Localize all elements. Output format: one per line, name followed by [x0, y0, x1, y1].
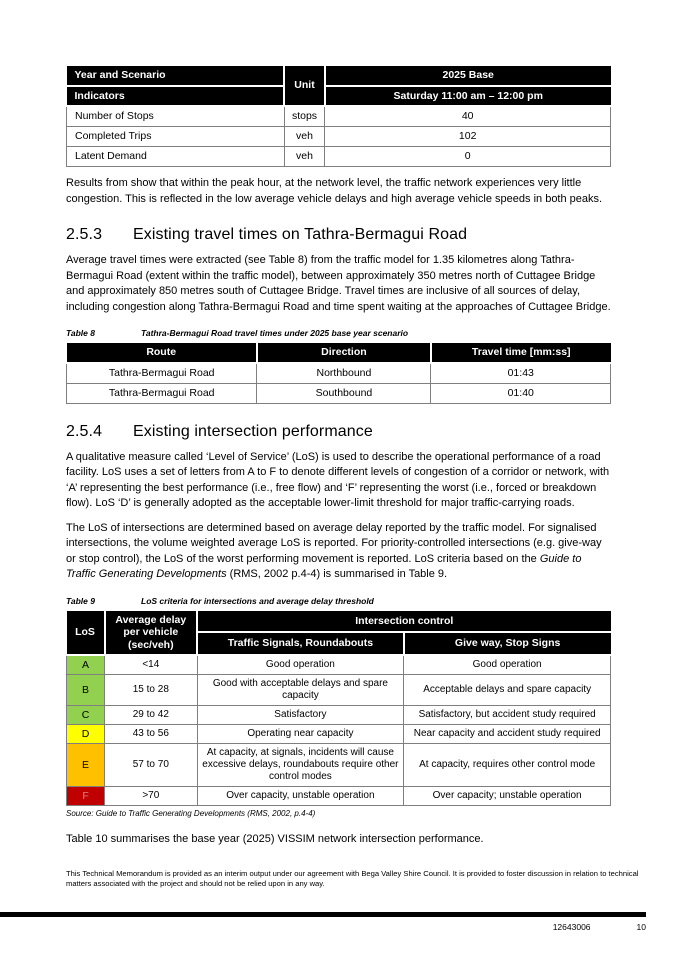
table8-caption	[66, 328, 611, 338]
guide-title-italic: Guide to Traffic Generating Developments	[66, 552, 582, 580]
cell-signals: Satisfactory	[197, 706, 404, 725]
header-unit: Unit	[284, 66, 325, 106]
paragraph-table10: Table 10 summarises the base year (2025) VISSIM network intersection performance.	[66, 833, 484, 845]
los-grade-cell: A	[67, 655, 105, 675]
table-row	[67, 383, 611, 403]
cell-delay: 29 to 42	[105, 706, 197, 725]
table-row	[67, 363, 611, 384]
cell-delay: <14	[105, 655, 197, 675]
page-content	[66, 66, 611, 848]
section-number: 2.5.3	[66, 226, 103, 243]
paragraph-text: (RMS, 2002 p.4-4) is summarised in Table 9.	[226, 568, 448, 580]
header-direction: Direction	[257, 343, 431, 363]
section-heading-253	[66, 226, 611, 244]
cell-time: 01:43	[431, 363, 611, 384]
cell-route: Tathra-Bermagui Road	[67, 363, 257, 384]
cell-giveway: Near capacity and accident study required	[404, 725, 611, 744]
caption-label: Table 9	[66, 595, 95, 606]
cell-giveway: Acceptable delays and spare capacity	[404, 675, 611, 706]
cell-signals: Good with acceptable delays and spare capacity	[197, 675, 404, 706]
table-header-row	[67, 343, 611, 363]
cell-signals: Good operation	[197, 655, 404, 675]
cell-delay: 15 to 28	[105, 675, 197, 706]
paragraph-los-definition: A qualitative measure called ‘Level of Service’ (LoS) is used to describe the operational performance of a road facility. LoS uses a set of letters from A to F to denote different levels of congestion of a corridor or network, with ‘A’ representing the best performance (i.e., free flow) and ‘F’ representing the worst (i.e., forced or breakdown flow). LoS ‘D’ is generally adopted as the acceptable lower-limit threshold for major traffic-carrying roads.	[66, 450, 610, 509]
cell-direction: Southbound	[257, 383, 431, 403]
caption-text: Tathra-Bermagui Road travel times under 2025 base year scenario	[141, 328, 409, 338]
table9-caption	[66, 596, 611, 606]
cell-unit: stops	[284, 106, 325, 127]
cell-giveway: Good operation	[404, 655, 611, 675]
table-row	[67, 106, 611, 127]
cell-indicator: Number of Stops	[67, 106, 285, 127]
cell-signals: Operating near capacity	[197, 725, 404, 744]
table-header-row	[67, 86, 611, 107]
header-year-scenario: Year and Scenario	[67, 66, 285, 86]
document-number: 12643006	[552, 922, 591, 932]
cell-giveway: At capacity, requires other control mode	[404, 744, 611, 787]
table-header-row	[67, 611, 611, 633]
header-period: Saturday 11:00 am – 12:00 pm	[325, 86, 611, 107]
table-row-los-a	[67, 655, 611, 675]
cell-delay: 57 to 70	[105, 744, 197, 787]
cell-route: Tathra-Bermagui Road	[67, 383, 257, 403]
cell-delay: 43 to 56	[105, 725, 197, 744]
cell-time: 01:40	[431, 383, 611, 403]
table-row-los-e	[67, 744, 611, 787]
header-route: Route	[67, 343, 257, 363]
los-grade-cell: B	[67, 675, 105, 706]
cell-value: 40	[325, 106, 611, 127]
header-scenario: 2025 Base	[325, 66, 611, 86]
table-row	[67, 127, 611, 147]
cell-indicator: Completed Trips	[67, 127, 285, 147]
cell-value: 0	[325, 147, 611, 167]
cell-unit: veh	[284, 147, 325, 167]
section-title: Existing travel times on Tathra-Bermagui Road	[133, 226, 468, 243]
page-footer	[0, 922, 646, 932]
paragraph-travel-times: Average travel times were extracted (see Table 8) from the traffic model for 1.35 kilometres along Tathra-Bermagui Road (extent within the traffic model), between approximately 350 metres north of Cuttagee Bridge and approximately 850 metres south of Cuttagee Bridge. Travel times are inclusive of all sources of delay, including congestion along Tathra-Bermagui Road and time spent waiting at the approaches of Cuttagee Bridge.	[66, 254, 611, 313]
header-los: LoS	[67, 611, 105, 656]
table-row	[67, 147, 611, 167]
network-performance-table	[66, 66, 611, 167]
table-row-los-b	[67, 675, 611, 706]
header-indicators: Indicators	[67, 86, 285, 107]
paragraph-text: The LoS of intersections are determined based on average delay reported by the traffic model. For signalised intersections, the volume weighted average LoS is reported. For priority-controlled intersections (e.g. give-way or stop control), the LoS of the worst performing movement is reported. LoS criteria based on the	[66, 521, 602, 565]
header-intersection-control: Intersection control	[197, 611, 610, 633]
page-number: 10	[636, 922, 646, 932]
los-grade-cell: F	[67, 787, 105, 806]
cell-indicator: Latent Demand	[67, 147, 285, 167]
cell-unit: veh	[284, 127, 325, 147]
los-grade-cell: C	[67, 706, 105, 725]
cell-delay: >70	[105, 787, 197, 806]
table-row-los-c	[67, 706, 611, 725]
section-heading-254	[66, 423, 611, 441]
los-criteria-table	[66, 611, 611, 807]
travel-time-table	[66, 343, 611, 404]
caption-label: Table 8	[66, 328, 95, 338]
cell-value: 102	[325, 127, 611, 147]
section-title: Existing intersection performance	[133, 422, 373, 440]
paragraph-results: Results from show that within the peak hour, at the network level, the traffic network experiences very little congestion. This is reflected in the low average vehicle delays and high average vehicle speeds in both peaks.	[66, 177, 603, 205]
header-travel-time: Travel time [mm:ss]	[431, 343, 611, 363]
cell-giveway: Over capacity; unstable operation	[404, 787, 611, 806]
cell-giveway: Satisfactory, but accident study required	[404, 706, 611, 725]
paragraph-los-criteria	[66, 521, 611, 583]
cell-signals: Over capacity, unstable operation	[197, 787, 404, 806]
cell-signals: At capacity, at signals, incidents will cause excessive delays, roundabouts require other control modes	[197, 744, 404, 787]
los-grade-cell: D	[67, 725, 105, 744]
cell-direction: Northbound	[257, 363, 431, 384]
los-grade-cell: E	[67, 744, 105, 787]
header-average-delay: Average delay per vehicle (sec/veh)	[105, 611, 197, 656]
source-note: Source: Guide to Traffic Generating Developments (RMS, 2002, p.4-4)	[66, 809, 316, 818]
table-row-los-f	[67, 787, 611, 806]
table-header-row	[67, 66, 611, 86]
header-traffic-signals: Traffic Signals, Roundabouts	[197, 632, 404, 655]
table-row-los-d	[67, 725, 611, 744]
section-number: 2.5.4	[66, 422, 103, 440]
disclaimer-text: This Technical Memorandum is provided as an interim output under our agreement with Bega Valley Shire Council. It is provided to foster discussion in relation to technical matters associated with the project and should not be relied upon in any way.	[66, 869, 639, 888]
footer-rule	[0, 912, 646, 917]
caption-text: LoS criteria for intersections and average delay threshold	[141, 595, 374, 606]
header-give-way: Give way, Stop Signs	[404, 632, 611, 655]
